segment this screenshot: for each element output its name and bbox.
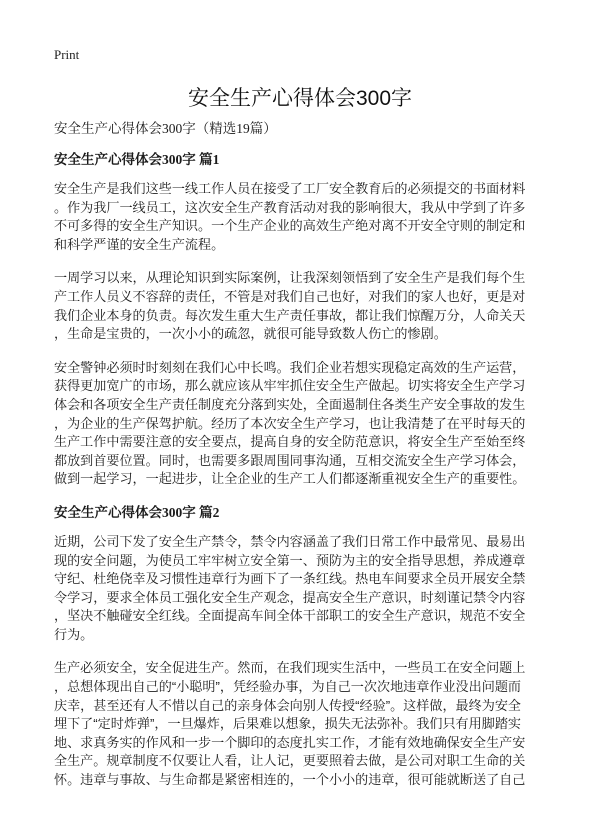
paragraph-line: 怀。违章与事故、与生命都是紧密相连的，一个小小的违章，很可能就断送了自己 (54, 772, 526, 788)
paragraph (54, 359, 554, 489)
paragraph-line: ，总想体现出自己的“小聪明”，凭经验办事，为自己一次次地违章作业没出问题而 (54, 679, 522, 695)
paragraph (54, 533, 554, 645)
document-subtitle: 安全生产心得体会300字（精选19篇） (54, 121, 277, 136)
paragraph-line: 。作为我厂一线员工，这次安全生产教育活动对我的影响很大，我从中学到了许多 (54, 199, 526, 215)
paragraph-line: 现的安全问题，为使员工牢牢树立安全第一、预防为主的安全指导思想，养成遵章 (54, 552, 526, 568)
paragraph-line: ，坚决不触碰安全红线。全面提高车间全体干部职工的安全生产意识，规范不安全 (54, 608, 526, 624)
section-heading: 安全生产心得体会300字 篇2 (54, 504, 220, 520)
paragraph-line: 埋下了“定时炸弹”，一旦爆炸，后果难以想象，损失无法弥补。我们只有用脚踏实 (54, 716, 522, 732)
paragraph-line: ，为企业的生产保驾护航。经历了本次安全生产学习，也让我清楚了在平时每天的 (54, 415, 526, 431)
paragraph (54, 659, 554, 789)
paragraph-line: 我们企业本身的负责。每次发生重大生产责任事故，都让我们惊醒万分，人命关天 (54, 307, 526, 323)
paragraph-line: 近期，公司下发了安全生产禁令，禁令内容涵盖了我们日常工作中最常见、最易出 (54, 533, 526, 549)
paragraph (54, 180, 554, 254)
paragraph-line: 产工作人员义不容辞的责任，不管是对我们自己也好，对我们的家人也好，更是对 (54, 288, 526, 304)
paragraph-line: 全生产。规章制度不仅要让人看，让人记，更要照着去做，是公司对职工生命的关 (54, 753, 526, 769)
paragraph-line: 守纪、杜绝侥幸及习惯性违章行为画下了一条红线。热电车间要求全员开展安全禁 (54, 571, 526, 587)
paragraph-line: 和科学严谨的安全生产流程。 (54, 236, 225, 252)
sections-container (54, 151, 554, 790)
page-title: 安全生产心得体会300字 (187, 87, 413, 110)
paragraph (54, 269, 554, 343)
paragraph-line: 体会和各项安全生产责任制度充分落到实处，全面遏制住各类生产安全事故的发生 (54, 396, 526, 412)
paragraph-line: 不可多得的安全生产知识。一个生产企业的高效生产绝对离不开安全守则的制定和 (54, 218, 526, 234)
paragraph-line: 行为。 (54, 626, 94, 642)
paragraph-line: 生产工作中需要注意的安全要点，提高自身的安全防范意识，将安全生产至始至终 (54, 434, 526, 450)
paragraph-line: 安全警钟必须时时刻刻在我们心中长鸣。我们企业若想实现稳定高效的生产运营， (54, 359, 526, 375)
paragraph-line: 安全生产是我们这些一线工作人员在接受了工厂安全教育后的必须提交的书面材料 (54, 181, 526, 196)
paragraph-line: 令学习，要求全体员工强化安全生产观念，提高安全生产意识，时刻谨记禁令内容 (54, 589, 526, 605)
paragraph-line: ，生命是宝贵的，一次小小的疏忽，就很可能导致数人伤亡的惨剧。 (54, 326, 447, 342)
paragraph-line: 一周学习以来，从理论知识到实际案例，让我深刻领悟到了安全生产是我们每个生 (54, 270, 526, 286)
paragraph-line: 都放到首要位置。同时，也需要多跟周围同事沟通，互相交流安全生产学习体会， (54, 452, 526, 468)
paragraph-line: 做到一起学习，一起进步，让全企业的生产工人们都逐渐重视安全生产的重要性。 (54, 471, 526, 487)
document-body (54, 120, 554, 805)
paragraph-line: 获得更加宽广的市场，那么就应该从牢牢抓住安全生产做起。切实将安全生产学习 (54, 378, 526, 394)
print-link[interactable]: Print (54, 47, 80, 62)
paragraph-line: 地、求真务实的作风和一步一个脚印的态度扎实工作，才能有效地确保安全生产安 (54, 734, 526, 750)
paragraph-line: 庆幸，甚至还有人不惜以自己的亲身体会向别人传授“经验”。这样做，最终为安全 (54, 697, 522, 713)
paragraph-line: 生产必须安全，安全促进生产。然而，在我们现实生活中，一些员工在安全问题上 (54, 660, 526, 676)
section-heading: 安全生产心得体会300字 篇1 (54, 152, 220, 167)
